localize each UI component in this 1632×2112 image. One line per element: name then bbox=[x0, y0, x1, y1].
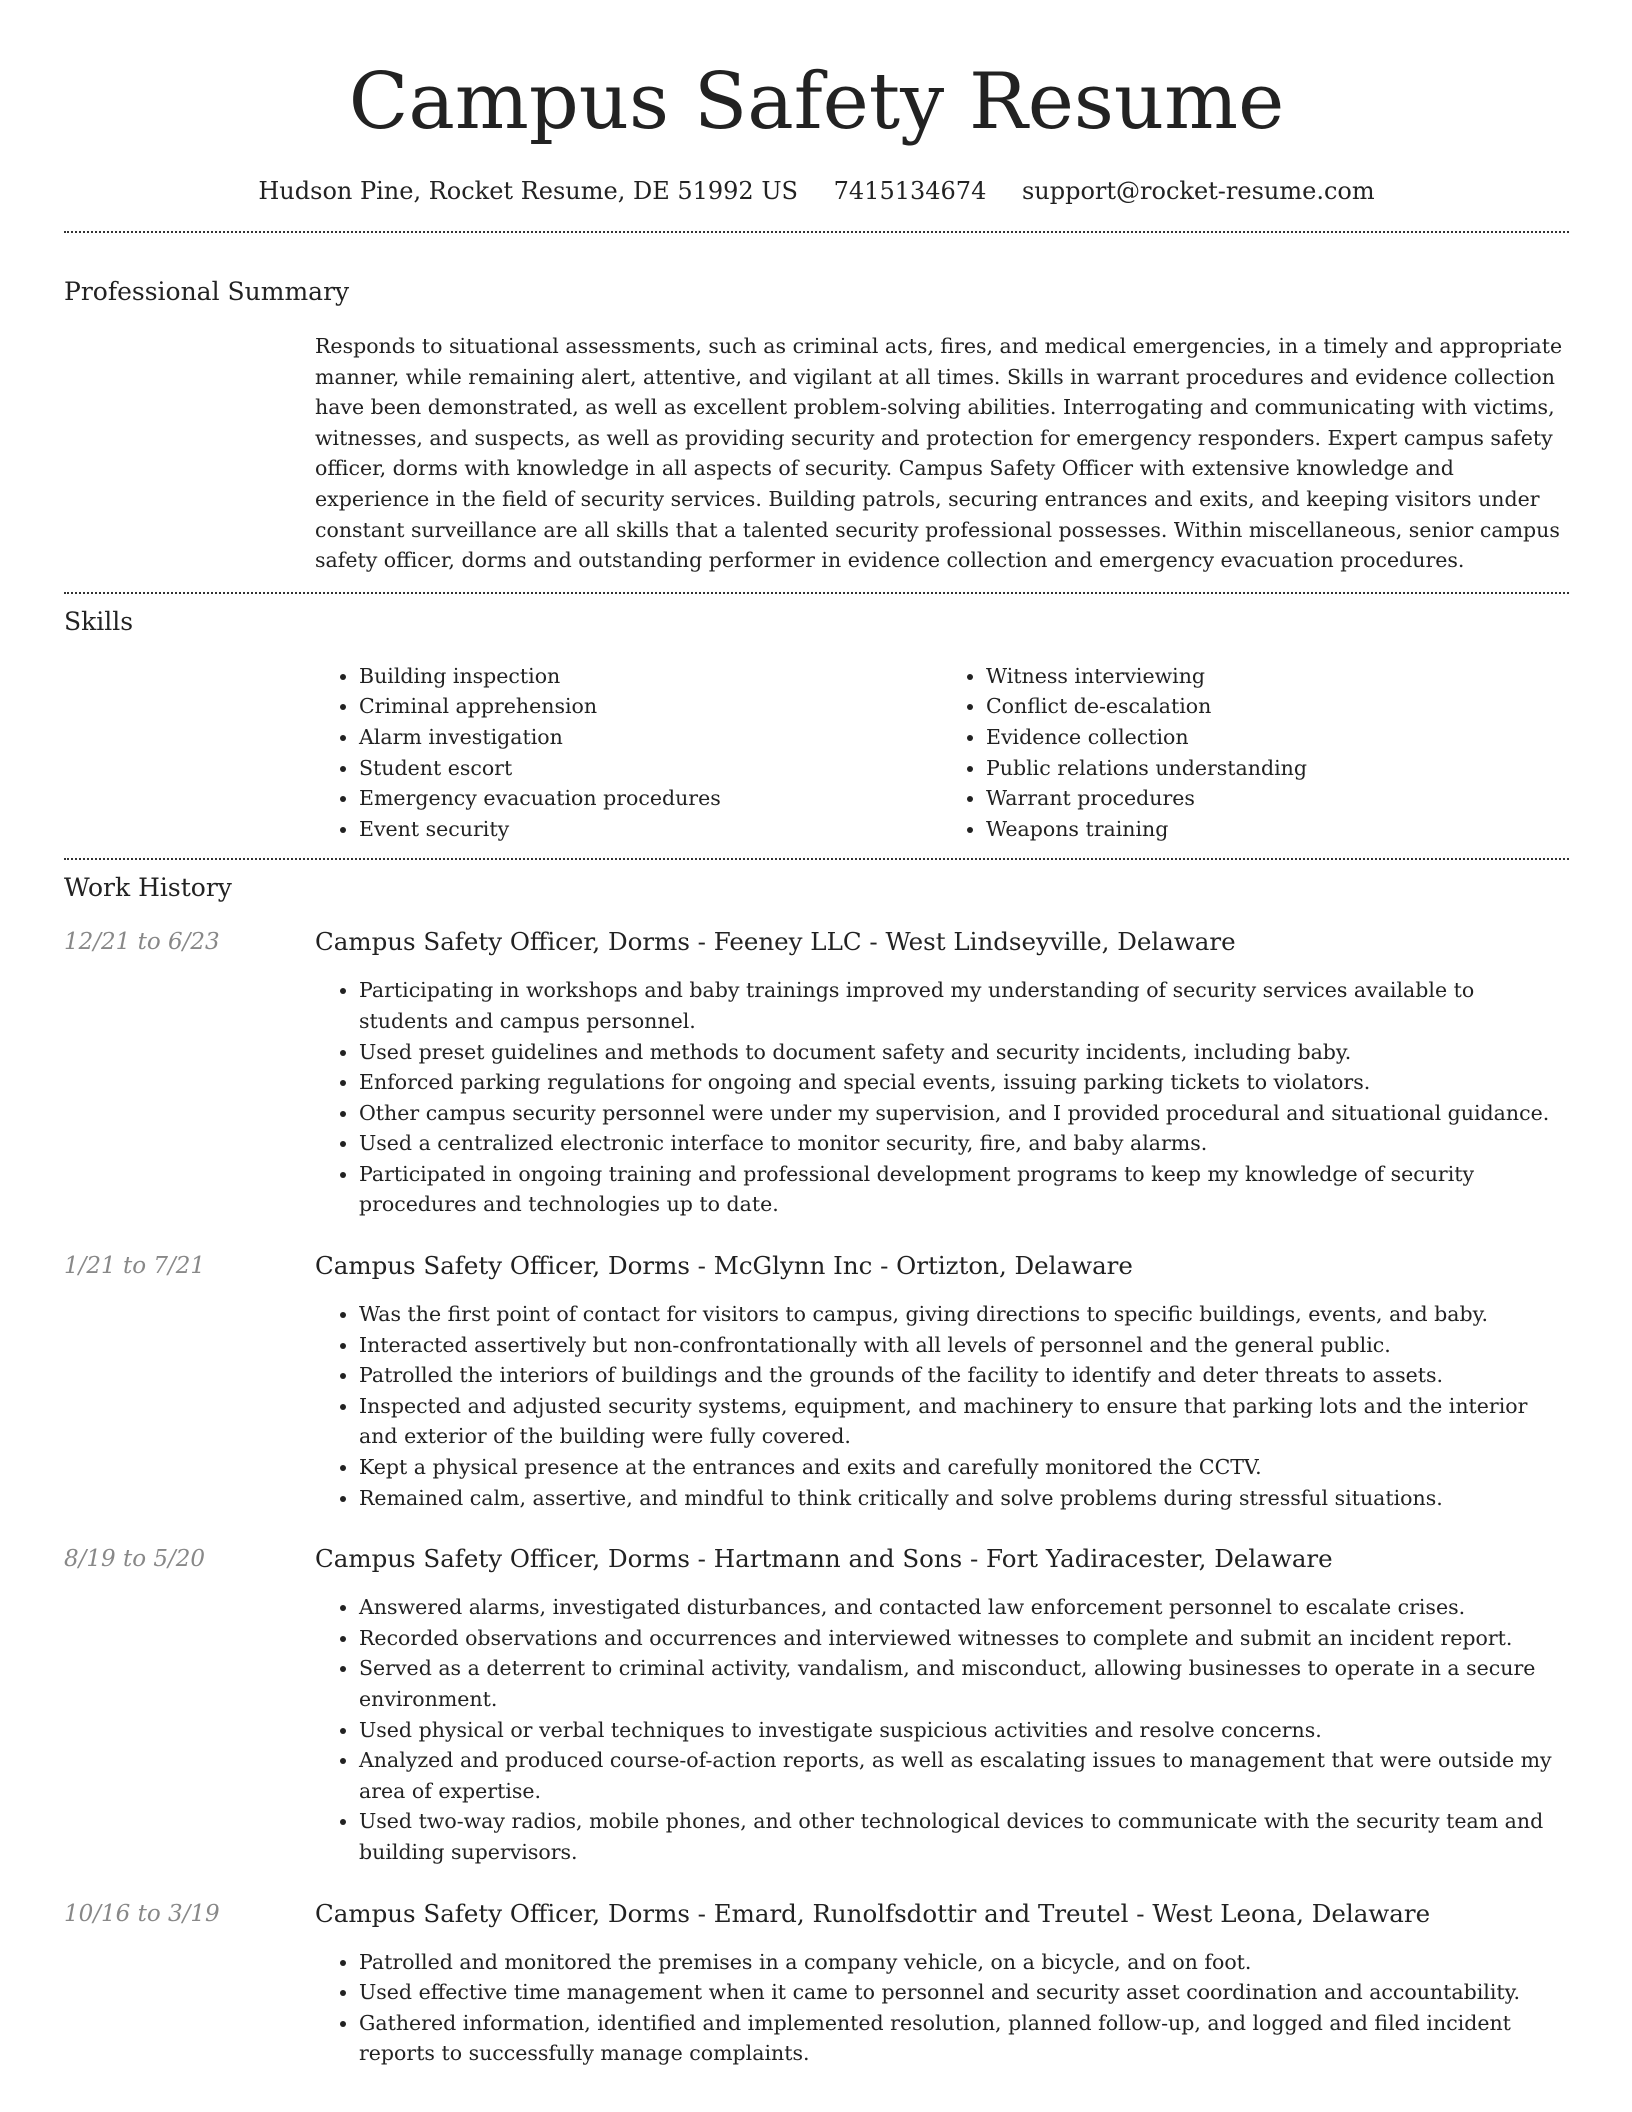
section-title-summary: Professional Summary bbox=[64, 277, 350, 306]
summary-section bbox=[64, 276, 1569, 576]
job-bullet: • Used preset guidelines and methods to document safety and security incidents, including baby. bbox=[359, 1037, 1569, 1068]
job-bullet: • Participated in ongoing training and professional development programs to keep my knowledge of security procedures and technologies up to date. bbox=[359, 1159, 1569, 1220]
section-title-work: Work History bbox=[64, 873, 232, 903]
job-bullet: • Answered alarms, investigated disturbances, and contacted law enforcement personnel to escalate crises. bbox=[359, 1592, 1569, 1623]
resume-title: Campus Safety Resume bbox=[348, 57, 1285, 147]
skills-column-left bbox=[315, 661, 942, 845]
job-date: 1/21 to 7/21 bbox=[64, 1253, 206, 1280]
contact-email: support@rocket-resume.com bbox=[1021, 177, 1375, 205]
job-bullets bbox=[315, 1299, 1569, 1513]
job-bullet: • Gathered information, identified and implemented resolution, planned follow-up, and logged and filed incident reports to successfully manage complaints. bbox=[359, 2008, 1569, 2069]
skills-section bbox=[64, 606, 1569, 845]
skill-item: • Criminal apprehension bbox=[359, 691, 942, 722]
job-title: Campus Safety Officer, Dorms - Emard, Runolfsdottir and Treutel - West Leona, Delaware bbox=[315, 1898, 1431, 1928]
job-bullet: • Participating in workshops and baby trainings improved my understanding of security services available to students and campus personnel. bbox=[359, 975, 1569, 1036]
summary-content bbox=[315, 331, 1569, 576]
skill-item: • Conflict de-escalation bbox=[986, 691, 1569, 722]
job-bullet: • Patrolled the interiors of buildings and the grounds of the facility to identify and deter threats to assets. bbox=[359, 1360, 1569, 1391]
skill-item: • Evidence collection bbox=[986, 722, 1569, 753]
job-bullet: • Kept a physical presence at the entrances and exits and carefully monitored the CCTV. bbox=[359, 1452, 1569, 1483]
contact-address: Hudson Pine, Rocket Resume, DE 51992 US bbox=[258, 177, 798, 205]
skill-item: • Alarm investigation bbox=[359, 722, 942, 753]
skill-item: • Student escort bbox=[359, 753, 942, 784]
job-bullet: • Inspected and adjusted security systems, equipment, and machinery to ensure that parking lots and the interior and exterior of the building were fully covered. bbox=[359, 1391, 1569, 1452]
contact-line bbox=[64, 176, 1569, 206]
resume-page bbox=[64, 0, 1569, 2069]
job-bullet: • Was the first point of contact for visitors to campus, giving directions to specific buildings, events, and baby. bbox=[359, 1299, 1569, 1330]
job-bullet: • Used a centralized electronic interface to monitor security, fire, and baby alarms. bbox=[359, 1128, 1569, 1159]
job-entry bbox=[64, 926, 1569, 1220]
job-title: Campus Safety Officer, Dorms - Feeney LLC - West Lindseyville, Delaware bbox=[315, 927, 1236, 957]
divider bbox=[64, 231, 1569, 233]
job-bullets bbox=[315, 975, 1569, 1220]
job-bullet: • Used effective time management when it came to personnel and security asset coordination and accountability. bbox=[359, 1977, 1569, 2008]
skill-item: • Weapons training bbox=[986, 814, 1569, 845]
job-bullet: • Enforced parking regulations for ongoing and special events, issuing parking tickets to violators. bbox=[359, 1067, 1569, 1098]
skill-item: • Warrant procedures bbox=[986, 783, 1569, 814]
job-bullet: • Served as a deterrent to criminal activity, vandalism, and misconduct, allowing businesses to operate in a secure environment. bbox=[359, 1653, 1569, 1714]
skill-item: • Event security bbox=[359, 814, 942, 845]
work-section bbox=[64, 872, 1569, 2069]
job-entry bbox=[64, 1898, 1569, 2069]
job-date: 8/19 to 5/20 bbox=[64, 1546, 206, 1573]
job-bullet: • Other campus security personnel were under my supervision, and I provided procedural and situational guidance. bbox=[359, 1098, 1569, 1129]
job-bullet: • Patrolled and monitored the premises in a company vehicle, on a bicycle, and on foot. bbox=[359, 1947, 1569, 1978]
divider bbox=[64, 858, 1569, 860]
job-bullets bbox=[315, 1592, 1569, 1867]
job-bullet: • Interacted assertively but non-confrontationally with all levels of personnel and the general public. bbox=[359, 1330, 1569, 1361]
job-title: Campus Safety Officer, Dorms - McGlynn Inc - Ortizton, Delaware bbox=[315, 1251, 1133, 1281]
section-title-skills: Skills bbox=[64, 606, 134, 636]
job-bullet: • Remained calm, assertive, and mindful to think critically and solve problems during stressful situations. bbox=[359, 1483, 1569, 1514]
job-bullet: • Used two-way radios, mobile phones, and other technological devices to communicate with the security team and building supervisors. bbox=[359, 1806, 1569, 1867]
job-date: 10/16 to 3/19 bbox=[64, 1900, 220, 1927]
skill-item: • Witness interviewing bbox=[986, 661, 1569, 692]
job-bullet: • Analyzed and produced course-of-action reports, as well as escalating issues to management that were outside my area of expertise. bbox=[359, 1745, 1569, 1806]
skill-item: • Emergency evacuation procedures bbox=[359, 783, 942, 814]
skill-item: • Building inspection bbox=[359, 661, 942, 692]
work-history-list bbox=[64, 926, 1569, 2069]
skills-list bbox=[315, 661, 1569, 845]
job-date: 12/21 to 6/23 bbox=[64, 929, 220, 956]
summary-text: Responds to situational assessments, such as criminal acts, fires, and medical emergencies, in a timely and appropriate manner, while remaining alert, attentive, and vigilant at all times. Skills in warrant procedures and evidence collection have been demonstrated, as well as excellent problem-solving abilities. Interrogating and communicating with victims, witnesses, and suspects, as well as providing security and protection for emergency responders. Expert campus safety officer, dorms with knowledge in all aspects of security. Campus Safety Officer with extensive knowledge and experience in the field of security services. Building patrols, securing entrances and exits, and keeping visitors under constant surveillance are all skills that a talented security professional possesses. Within miscellaneous, senior campus safety officer, dorms and outstanding performer in evidence collection and emergency evacuation procedures. bbox=[315, 334, 1563, 573]
job-entry bbox=[64, 1543, 1569, 1867]
skill-item: • Public relations understanding bbox=[986, 753, 1569, 784]
divider bbox=[64, 592, 1569, 594]
job-bullets bbox=[315, 1947, 1569, 2069]
job-bullet: • Used physical or verbal techniques to investigate suspicious activities and resolve concerns. bbox=[359, 1715, 1569, 1746]
job-bullet: • Recorded observations and occurrences and interviewed witnesses to complete and submit an incident report. bbox=[359, 1623, 1569, 1654]
job-title: Campus Safety Officer, Dorms - Hartmann and Sons - Fort Yadiracester, Delaware bbox=[315, 1544, 1333, 1574]
skills-column-right bbox=[942, 661, 1569, 845]
contact-phone: 7415134674 bbox=[833, 177, 987, 205]
job-entry bbox=[64, 1250, 1569, 1513]
